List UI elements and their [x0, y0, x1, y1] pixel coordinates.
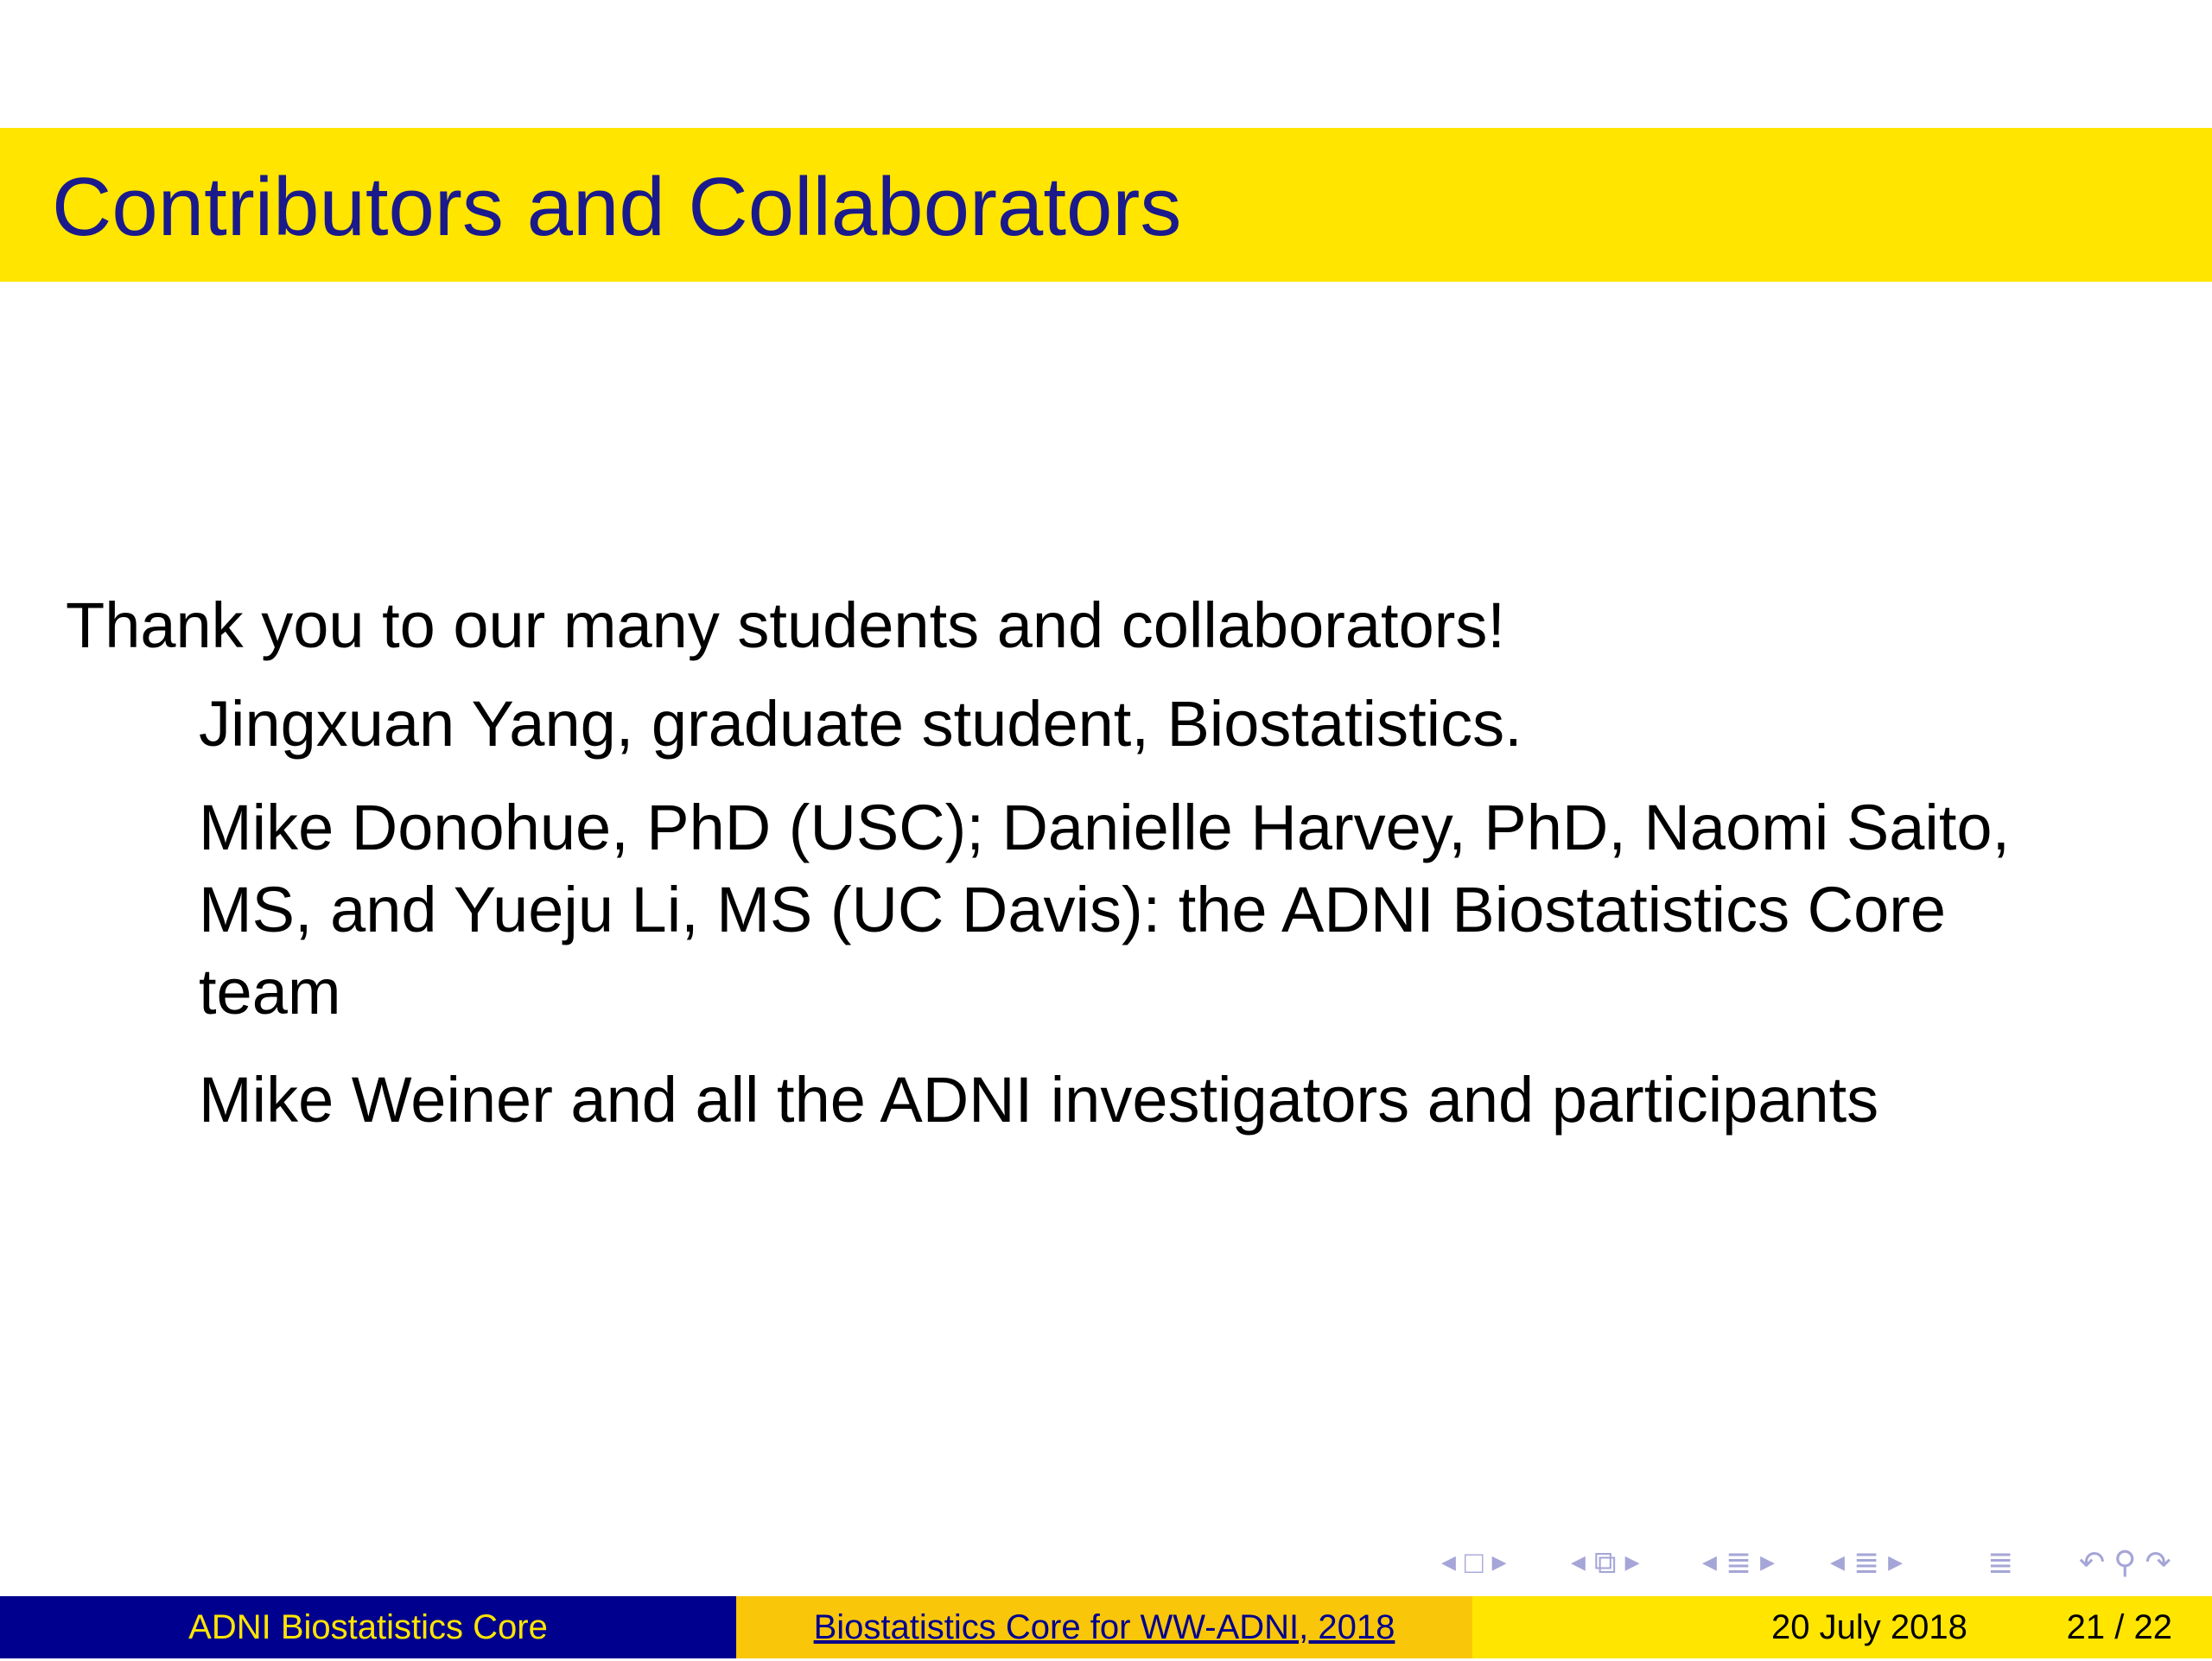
- footer-date: 20 July 2018: [1771, 1608, 1967, 1646]
- prev-arrow-icon[interactable]: ◀: [1830, 1551, 1845, 1573]
- footer-info: [1472, 1596, 2212, 1658]
- nav-frame-group[interactable]: [1441, 1543, 1516, 1581]
- nav-outline[interactable]: [1987, 1543, 2022, 1581]
- nav-section-group[interactable]: [1830, 1543, 1911, 1581]
- nav-subsection-group[interactable]: [1702, 1543, 1783, 1581]
- contributor-item-3: Mike Weiner and all the ADNI investigators and participants: [199, 1064, 1879, 1136]
- next-arrow-icon[interactable]: ▶: [1624, 1551, 1640, 1573]
- nav-search-group[interactable]: [2079, 1543, 2180, 1581]
- slide-title: Contributors and Collaborators: [52, 161, 1182, 253]
- frame-stack-icon[interactable]: ⧉: [1593, 1544, 1617, 1580]
- prev-arrow-icon[interactable]: ◀: [1702, 1551, 1717, 1573]
- back-icon[interactable]: ↶: [2079, 1544, 2106, 1580]
- contributor-item-2: Mike Donohue, PhD (USC); Danielle Harvey, PhD, Naomi Saito, MS, and Yueju Li, MS (UC Davis): the ADNI Biostatistics Core team: [199, 792, 2011, 1028]
- lead-text: Thank you to our many students and collaborators!: [66, 589, 1505, 661]
- next-arrow-icon[interactable]: ▶: [1888, 1551, 1904, 1573]
- outline-icon[interactable]: ≣: [1987, 1544, 2014, 1580]
- footer-title-link[interactable]: Biostatistics Core for WW-ADNI, 2018: [736, 1596, 1472, 1658]
- search-icon[interactable]: ⚲: [2113, 1544, 2137, 1580]
- nav-frames-group[interactable]: [1571, 1543, 1649, 1581]
- footer: [0, 1596, 2212, 1658]
- prev-arrow-icon[interactable]: ◀: [1571, 1551, 1586, 1573]
- footer-author: ADNI Biostatistics Core: [0, 1596, 736, 1658]
- page-number: 21 / 22: [2066, 1608, 2172, 1646]
- forward-icon[interactable]: ↷: [2145, 1544, 2171, 1580]
- prev-arrow-icon[interactable]: ◀: [1441, 1551, 1456, 1573]
- subsection-icon[interactable]: ≣: [1725, 1544, 1752, 1580]
- contributor-item-1: Jingxuan Yang, graduate student, Biostatistics.: [199, 688, 1522, 760]
- next-arrow-icon[interactable]: ▶: [1491, 1551, 1507, 1573]
- next-arrow-icon[interactable]: ▶: [1760, 1551, 1776, 1573]
- section-icon[interactable]: ≣: [1853, 1544, 1880, 1580]
- slide-frame-icon[interactable]: □: [1464, 1544, 1484, 1580]
